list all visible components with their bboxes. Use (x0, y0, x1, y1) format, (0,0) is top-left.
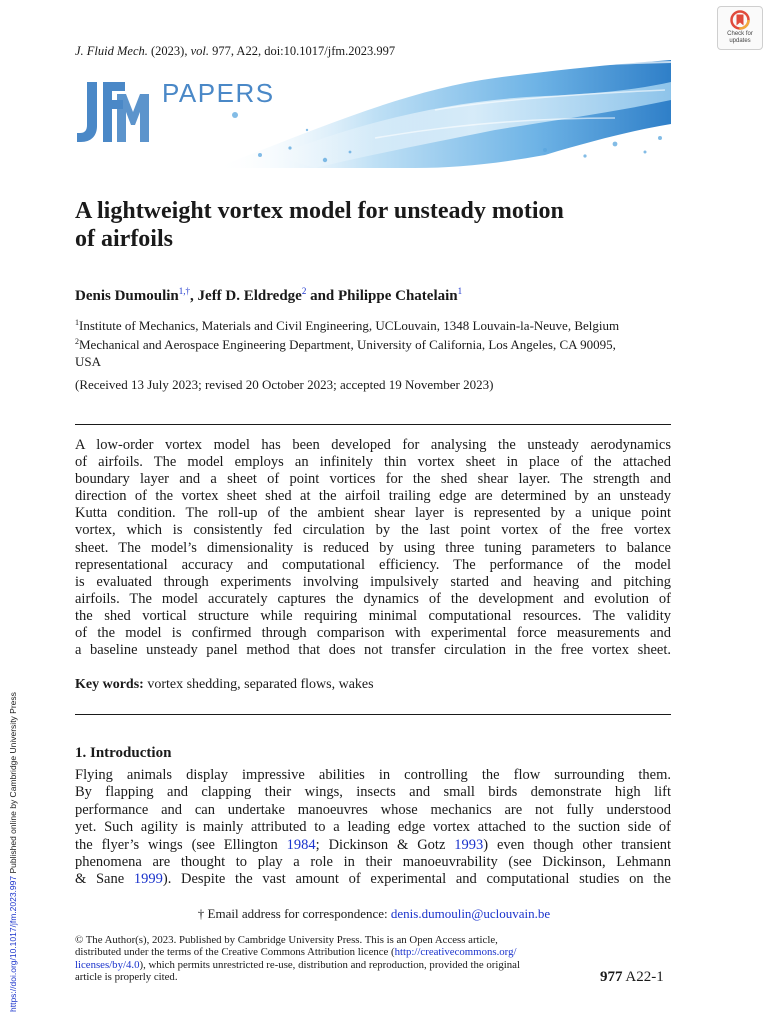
volume-number: 977 (600, 969, 623, 985)
affiliation-ref[interactable]: 2 (301, 286, 307, 296)
body-line: By flapping and clapping their wings, insects and small birds demonstrate high lift (75, 784, 671, 801)
article-title (75, 197, 675, 253)
affiliation-number: 2 (75, 337, 79, 346)
abstract-line: of airfoils. The model employs an infinitely thin vortex sheet in place of the attached (75, 454, 671, 471)
abstract-top-rule (75, 424, 671, 425)
side-published-text: Published online by Cambridge University Press (8, 692, 18, 876)
journal-banner-splash (75, 60, 671, 168)
received-dates: (Received 13 July 2023; revised 20 October 2023; accepted 19 November 2023) (75, 377, 494, 392)
side-doi-link[interactable]: https://doi.org/10.1017/jfm.2023.997 (8, 875, 18, 1012)
bookmark-refresh-icon (730, 10, 750, 30)
article-page: A22-1 (622, 969, 664, 985)
citation-link-dickinson-1999[interactable]: 1999 (133, 871, 163, 888)
author-list (75, 286, 462, 305)
check-for-updates-label: Check for updates (727, 31, 753, 44)
citation-link-dickinson-gotz-1993[interactable]: 1993 (454, 836, 484, 853)
abstract-line: vortex, which is consistently fed circulation by the last point vortex of the free vortex (75, 522, 671, 539)
body-line (75, 871, 671, 888)
citation-link-ellington-1984[interactable]: 1984 (286, 836, 316, 853)
abstract-line: A low-order vortex model has been developed for analysing the unsteady aerodynamics (75, 437, 671, 453)
license-text-run: ), which permits unrestricted re-use, distribution and reproduction, provided the original (139, 958, 520, 971)
license-line: © The Author(s), 2023. Published by Cambridge University Press. This is an Open Access article, (75, 934, 498, 946)
journal-name: J. Fluid Mech. (75, 44, 148, 58)
journal-vol-label: vol. (190, 44, 209, 58)
affiliation-ref[interactable]: 1 (457, 286, 463, 296)
body-line: yet. Such agility is mainly attributed to a leading edge vortex attached to the suction side of (75, 819, 671, 836)
body-text-run: the flyer’s wings (see Ellington (75, 836, 287, 853)
abstract-line: the shed vortical structure while requiring minimal computational resources. The validity (75, 607, 671, 624)
affiliation-1 (75, 314, 675, 334)
abstract-line: a baseline unsteady panel method that does not transfer circulation in the free vortex sheet. (75, 642, 671, 659)
author-separator: , (190, 288, 198, 304)
abstract-line: direction of the vortex sheet shed at the airfoil trailing edge are determined by an unsteady (75, 488, 671, 505)
abstract-line: of the model is confirmed through comparison with experimental force measurements and (75, 625, 671, 642)
body-line: phenomena are thought to play a role in their manoeuvrability (see Dickinson, Lehmann (75, 854, 671, 871)
page-number (600, 969, 664, 986)
affiliation-text: Institute of Mechanics, Materials and Civil Engineering, UCLouvain, 1348 Louvain-la-Neuve, Belgium (79, 318, 620, 333)
side-doi-notice (8, 692, 18, 1012)
email-link[interactable]: denis.dumoulin@uclouvain.be (390, 906, 551, 921)
correspondence-footnote (0, 906, 748, 922)
body-line: performance and can undertake manoeuvres whose mechanics are not fully understood (75, 801, 671, 818)
affiliation-number: 1 (75, 318, 79, 327)
keywords-label: Key words: (75, 677, 144, 692)
abstract-bottom-rule (75, 714, 671, 715)
license-line (75, 959, 595, 971)
section-heading-introduction: 1. Introduction (75, 745, 172, 761)
keywords-list: vortex shedding, separated flows, wakes (143, 677, 374, 692)
license-line (75, 946, 595, 958)
keywords (75, 677, 374, 693)
footnote-text: † Email address for correspondence: (197, 906, 391, 921)
abstract-line: representational accuracy and computational efficiency. The performance of the model (75, 556, 671, 573)
introduction-paragraph (75, 767, 671, 889)
journal-year: (2023), (151, 44, 188, 58)
abstract-line: is evaluated through experiments involving impulsively started and heaving and pitching (75, 573, 671, 590)
title-line-1: A lightweight vortex model for unsteady motion (75, 198, 564, 224)
affiliation-text-continued: USA (75, 354, 102, 369)
author-name: Jeff D. Eldredge (197, 288, 302, 304)
license-url-link-continued[interactable]: licenses/by/4.0 (75, 958, 140, 971)
body-text-run: ; Dickinson & Gotz (315, 836, 455, 853)
author-separator: and (306, 288, 339, 304)
affiliation-ref[interactable]: 1,† (178, 286, 191, 296)
license-line: article is properly cited. (75, 970, 178, 983)
abstract-line: Kutta condition. The roll-up of the ambient shear layer is represented by a unique point (75, 505, 671, 522)
body-line: Flying animals display impressive abilities in controlling the flow surrounding them. (75, 767, 671, 783)
body-text-run: ). Despite the vast amount of experimental and computational studies on the (162, 871, 671, 888)
body-text-run: & Sane (75, 871, 134, 888)
jfm-logo (77, 80, 151, 144)
journal-volume-doi: 977, A22, doi:10.1017/jfm.2023.997 (212, 44, 396, 58)
abstract (75, 437, 671, 659)
body-text-run: ) even though other transient (483, 836, 671, 853)
author-name: Philippe Chatelain (338, 288, 458, 304)
affiliation-text: Mechanical and Aerospace Engineering Department, University of California, Los Angeles, CA 90095, (79, 337, 616, 352)
check-for-updates-badge[interactable] (717, 6, 763, 50)
author-name: Denis Dumoulin (75, 288, 179, 304)
abstract-line: boundary layer and a sheet of point vortices for the shed shear layer. The strength and (75, 471, 671, 488)
papers-section-label: PAPERS (162, 78, 275, 108)
abstract-line: sheet. The model’s dimensionality is reduced by using three tuning parameters to balance (75, 539, 671, 556)
affiliation-2 (75, 333, 675, 370)
license-url-link[interactable]: http://creativecommons.org/ (394, 946, 517, 959)
abstract-line: airfoils. The model accurately captures the dynamics of the development and evolution of (75, 590, 671, 607)
body-line (75, 837, 671, 854)
license-notice (75, 934, 595, 983)
journal-citation-header (75, 44, 395, 59)
title-line-2: of airfoils (75, 226, 173, 252)
license-text-run: distributed under the terms of the Creative Commons Attribution licence ( (75, 946, 395, 959)
